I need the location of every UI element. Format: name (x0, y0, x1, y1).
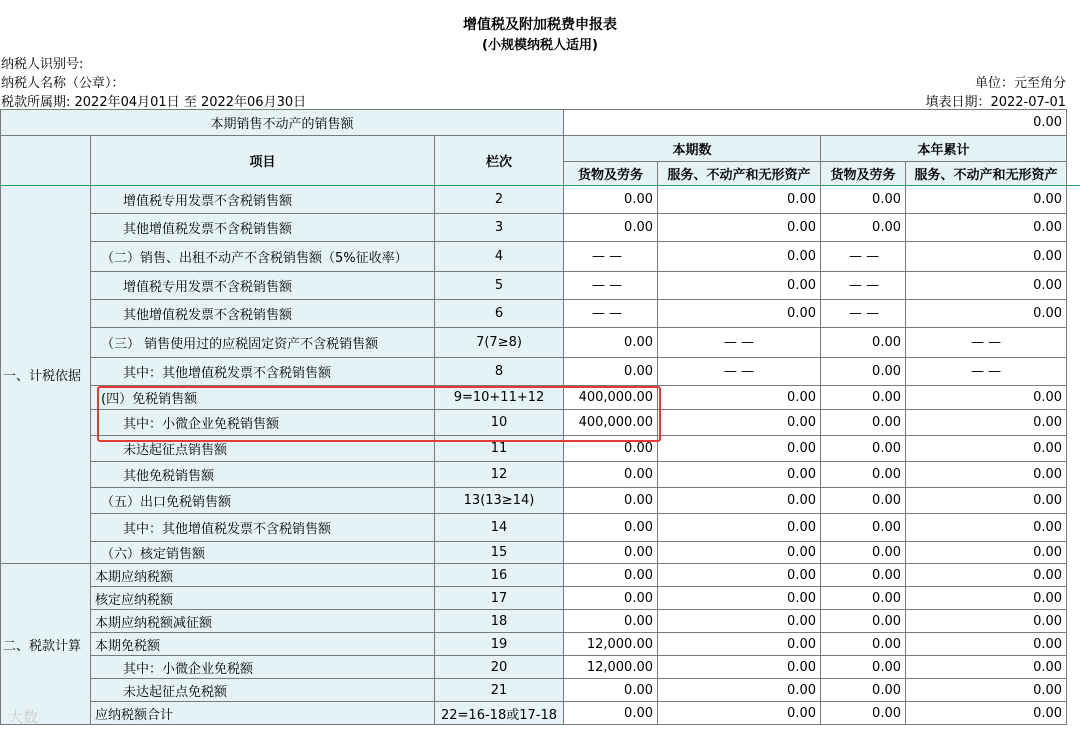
row-item-label: （六）核定销售额 (91, 542, 435, 564)
table-row (1, 542, 1067, 564)
header-current: 本期数 (564, 136, 821, 162)
services-ytd-cell[interactable]: 0.00 (906, 386, 1067, 410)
table-row (1, 186, 1067, 214)
goods-current-cell[interactable]: 0.00 (564, 488, 658, 514)
row-column-number: 8 (435, 358, 564, 386)
table-row (1, 679, 1067, 702)
services-current-cell[interactable]: 0.00 (658, 564, 821, 587)
goods-ytd-cell[interactable]: 0.00 (821, 214, 906, 242)
realestate-row (1, 110, 1067, 136)
row-column-number: 11 (435, 436, 564, 462)
goods-ytd-cell[interactable]: 0.00 (821, 587, 906, 610)
goods-ytd-cell[interactable]: 0.00 (821, 542, 906, 564)
services-ytd-cell[interactable]: 0.00 (906, 462, 1067, 488)
row-item-label: 未达起征点销售额 (91, 436, 435, 462)
goods-ytd-cell[interactable]: 0.00 (821, 679, 906, 702)
goods-ytd-cell[interactable]: — — (821, 300, 906, 328)
services-current-cell[interactable]: 0.00 (658, 679, 821, 702)
realestate-value[interactable]: 0.00 (564, 110, 1067, 136)
row-column-number: 12 (435, 462, 564, 488)
services-ytd-cell[interactable]: — — (906, 358, 1067, 386)
row-item-label: 其他免税销售额 (91, 462, 435, 488)
services-current-cell[interactable]: 0.00 (658, 656, 821, 679)
services-current-cell[interactable]: 0.00 (658, 186, 821, 214)
goods-current-cell[interactable]: 0.00 (564, 514, 658, 542)
services-current-cell[interactable]: 0.00 (658, 410, 821, 436)
services-ytd-cell[interactable]: 0.00 (906, 214, 1067, 242)
services-current-cell[interactable]: 0.00 (658, 272, 821, 300)
services-current-cell[interactable]: 0.00 (658, 488, 821, 514)
row-column-number: 7(7≥8) (435, 328, 564, 358)
goods-ytd-cell[interactable]: 0.00 (821, 386, 906, 410)
goods-current-cell[interactable]: — — (564, 300, 658, 328)
fill-date: 填表日期：2022-07-01 (925, 95, 1066, 110)
services-ytd-cell[interactable]: 0.00 (906, 242, 1067, 272)
row-item-label: 本期应纳税额减征额 (91, 610, 435, 633)
goods-current-cell[interactable]: 0.00 (564, 610, 658, 633)
services-ytd-cell[interactable]: 0.00 (906, 436, 1067, 462)
header-goods-ytd: 货物及劳务 (821, 162, 906, 186)
header-goods-current: 货物及劳务 (564, 162, 658, 186)
services-current-cell[interactable]: 0.00 (658, 242, 821, 272)
row-item-label: 其他增值税发票不含税销售额 (91, 300, 435, 328)
services-ytd-cell[interactable]: 0.00 (906, 300, 1067, 328)
goods-ytd-cell[interactable]: 0.00 (821, 462, 906, 488)
row-column-number: 22=16-18或17-18 (435, 702, 564, 725)
table-row (1, 656, 1067, 679)
row-item-label: 增值税专用发票不含税销售额 (91, 272, 435, 300)
goods-current-cell[interactable]: 0.00 (564, 436, 658, 462)
taxpayer-name-label: 纳税人名称（公章）： (1, 76, 125, 91)
row-column-number: 6 (435, 300, 564, 328)
row-column-number: 21 (435, 679, 564, 702)
services-current-cell[interactable]: 0.00 (658, 462, 821, 488)
row-column-number: 2 (435, 186, 564, 214)
table-row (1, 436, 1067, 462)
table-row (1, 488, 1067, 514)
services-current-cell[interactable]: 0.00 (658, 633, 821, 656)
form-subtitle: (小规模纳税人适用) (482, 38, 598, 53)
row-item-label: 本期应纳税额 (91, 564, 435, 587)
services-current-cell[interactable]: — — (658, 358, 821, 386)
row-item-label: 核定应纳税额 (91, 587, 435, 610)
goods-current-cell[interactable]: 0.00 (564, 328, 658, 358)
goods-ytd-cell[interactable]: 0.00 (821, 610, 906, 633)
header-services-ytd: 服务、不动产和无形资产 (906, 162, 1067, 186)
services-current-cell[interactable]: 0.00 (658, 386, 821, 410)
header-col: 栏次 (435, 136, 564, 186)
row-guide-line (0, 185, 1080, 186)
goods-current-cell[interactable]: 0.00 (564, 358, 658, 386)
table-row (1, 328, 1067, 358)
header-row-1 (1, 136, 1067, 162)
row-item-label: (四）免税销售额 (91, 386, 435, 410)
realestate-label: 本期销售不动产的销售额 (1, 110, 564, 136)
goods-current-cell[interactable]: — — (564, 272, 658, 300)
header-blank (1, 136, 91, 186)
row-item-label: 其中：小微企业免税额 (91, 656, 435, 679)
goods-current-cell[interactable]: 0.00 (564, 462, 658, 488)
row-column-number: 4 (435, 242, 564, 272)
services-current-cell[interactable]: 0.00 (658, 300, 821, 328)
goods-ytd-cell[interactable]: 0.00 (821, 514, 906, 542)
services-ytd-cell[interactable]: 0.00 (906, 272, 1067, 300)
goods-current-cell[interactable]: 12,000.00 (564, 633, 658, 656)
row-column-number: 5 (435, 272, 564, 300)
row-item-label: 其中：小微企业免税销售额 (91, 410, 435, 436)
services-ytd-cell[interactable]: 0.00 (906, 633, 1067, 656)
row-item-label: 其中：其他增值税发票不含税销售额 (91, 358, 435, 386)
goods-current-cell[interactable]: 0.00 (564, 679, 658, 702)
table-row (1, 386, 1067, 410)
table-row (1, 272, 1067, 300)
services-current-cell[interactable]: 0.00 (658, 542, 821, 564)
row-column-number: 13(13≥14) (435, 488, 564, 514)
row-column-number: 16 (435, 564, 564, 587)
table-row (1, 564, 1067, 587)
services-ytd-cell[interactable]: 0.00 (906, 702, 1067, 725)
row-column-number: 15 (435, 542, 564, 564)
header-ytd: 本年累计 (821, 136, 1067, 162)
section-label: 一、计税依据 (1, 186, 91, 564)
table-row (1, 410, 1067, 436)
form-title: 增值税及附加税费申报表 (463, 17, 617, 33)
row-column-number: 3 (435, 214, 564, 242)
header-services-current: 服务、不动产和无形资产 (658, 162, 821, 186)
services-ytd-cell[interactable]: 0.00 (906, 542, 1067, 564)
row-column-number: 17 (435, 587, 564, 610)
goods-current-cell[interactable]: 400,000.00 (564, 410, 658, 436)
unit-label: 单位：元至角分 (974, 76, 1066, 91)
goods-ytd-cell[interactable]: 0.00 (821, 702, 906, 725)
row-item-label: （三） 销售使用过的应税固定资产不含税销售额 (91, 328, 435, 358)
goods-ytd-cell[interactable]: 0.00 (821, 186, 906, 214)
services-ytd-cell[interactable]: 0.00 (906, 514, 1067, 542)
declaration-table (0, 109, 1067, 725)
goods-current-cell[interactable]: 12,000.00 (564, 656, 658, 679)
services-ytd-cell[interactable]: 0.00 (906, 610, 1067, 633)
row-item-label: 本期免税额 (91, 633, 435, 656)
goods-current-cell[interactable]: — — (564, 242, 658, 272)
table-row (1, 514, 1067, 542)
table-row (1, 610, 1067, 633)
services-current-cell[interactable]: 0.00 (658, 514, 821, 542)
services-current-cell[interactable]: 0.00 (658, 436, 821, 462)
goods-current-cell[interactable]: 0.00 (564, 214, 658, 242)
services-ytd-cell[interactable]: 0.00 (906, 656, 1067, 679)
table-row (1, 300, 1067, 328)
row-column-number: 19 (435, 633, 564, 656)
goods-current-cell[interactable]: 0.00 (564, 564, 658, 587)
goods-ytd-cell[interactable]: 0.00 (821, 656, 906, 679)
row-column-number: 10 (435, 410, 564, 436)
goods-current-cell[interactable]: 0.00 (564, 542, 658, 564)
table-row (1, 633, 1067, 656)
services-current-cell[interactable]: 0.00 (658, 610, 821, 633)
services-current-cell[interactable]: — — (658, 328, 821, 358)
section-label: 二、税款计算 (1, 564, 91, 725)
row-item-label: 未达起征点免税额 (91, 679, 435, 702)
services-ytd-cell[interactable]: 0.00 (906, 679, 1067, 702)
header-item: 项目 (91, 136, 435, 186)
services-current-cell[interactable]: 0.00 (658, 214, 821, 242)
row-item-label: 其中：其他增值税发票不含税销售额 (91, 514, 435, 542)
table-row (1, 242, 1067, 272)
row-item-label: 增值税专用发票不含税销售额 (91, 186, 435, 214)
table-row (1, 462, 1067, 488)
goods-ytd-cell[interactable]: — — (821, 272, 906, 300)
services-ytd-cell[interactable]: 0.00 (906, 186, 1067, 214)
goods-current-cell[interactable]: 0.00 (564, 702, 658, 725)
goods-ytd-cell[interactable]: 0.00 (821, 436, 906, 462)
services-current-cell[interactable]: 0.00 (658, 587, 821, 610)
services-ytd-cell[interactable]: 0.00 (906, 564, 1067, 587)
row-item-label: 应纳税额合计 (91, 702, 435, 725)
row-column-number: 18 (435, 610, 564, 633)
row-item-label: （二）销售、出租不动产不含税销售额（5%征收率） (91, 242, 435, 272)
tax-period: 税款所属期: 2022年04月01日 至 2022年06月30日 (1, 95, 307, 110)
services-ytd-cell[interactable]: 0.00 (906, 488, 1067, 514)
goods-ytd-cell[interactable]: 0.00 (821, 410, 906, 436)
table-row (1, 358, 1067, 386)
row-column-number: 20 (435, 656, 564, 679)
row-column-number: 14 (435, 514, 564, 542)
services-current-cell[interactable]: 0.00 (658, 702, 821, 725)
goods-ytd-cell[interactable]: 0.00 (821, 358, 906, 386)
goods-ytd-cell[interactable]: 0.00 (821, 488, 906, 514)
goods-current-cell[interactable]: 0.00 (564, 587, 658, 610)
watermark: 大数 (8, 708, 39, 726)
services-ytd-cell[interactable]: — — (906, 328, 1067, 358)
goods-ytd-cell[interactable]: 0.00 (821, 633, 906, 656)
table-row (1, 702, 1067, 725)
row-item-label: （五）出口免税销售额 (91, 488, 435, 514)
row-column-number: 9=10+11+12 (435, 386, 564, 410)
goods-current-cell[interactable]: 0.00 (564, 186, 658, 214)
services-ytd-cell[interactable]: 0.00 (906, 410, 1067, 436)
services-ytd-cell[interactable]: 0.00 (906, 587, 1067, 610)
goods-current-cell[interactable]: 400,000.00 (564, 386, 658, 410)
goods-ytd-cell[interactable]: 0.00 (821, 328, 906, 358)
row-item-label: 其他增值税发票不含税销售额 (91, 214, 435, 242)
taxpayer-id-label: 纳税人识别号: (1, 57, 84, 72)
goods-ytd-cell[interactable]: — — (821, 242, 906, 272)
table-row (1, 214, 1067, 242)
goods-ytd-cell[interactable]: 0.00 (821, 564, 906, 587)
table-row (1, 587, 1067, 610)
